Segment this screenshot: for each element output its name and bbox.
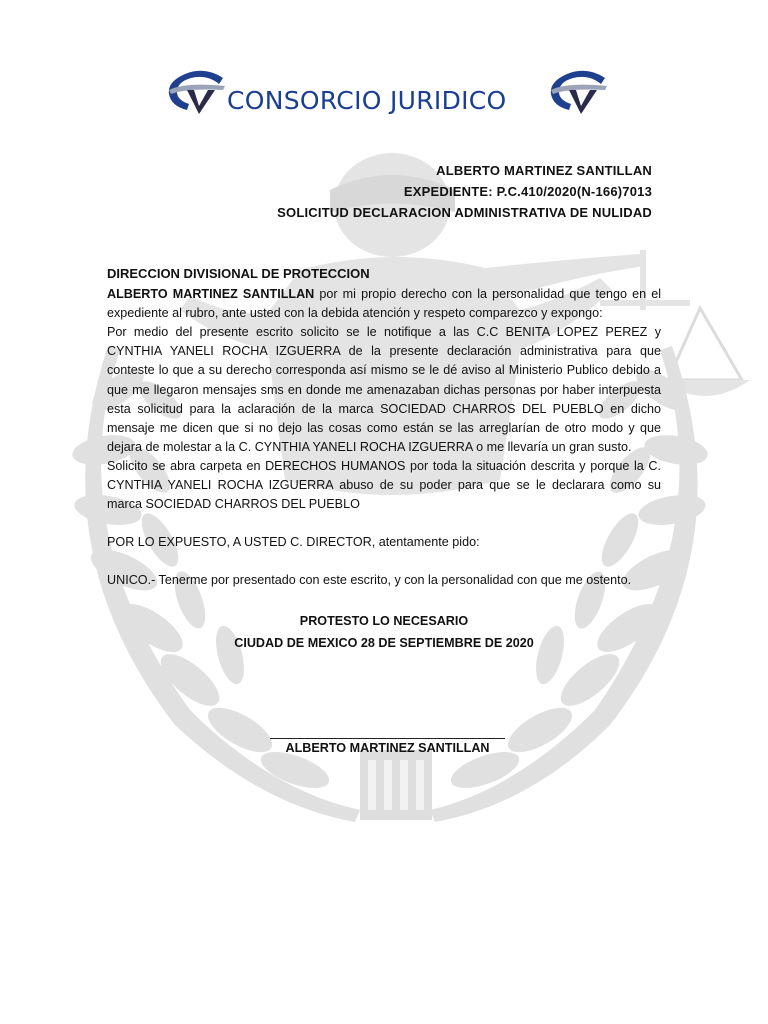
- header-name: ALBERTO MARTINEZ SANTILLAN: [436, 163, 652, 178]
- addressee: DIRECCION DIVISIONAL DE PROTECCION: [107, 266, 370, 281]
- brand-name: CONSORCIO JURIDICO: [227, 86, 507, 115]
- place-date-line: CIUDAD DE MEXICO 28 DE SEPTIEMBRE DE 2020: [234, 636, 534, 651]
- protesto-line: PROTESTO LO NECESARIO: [299, 614, 469, 629]
- cv-logo-icon: [547, 68, 609, 116]
- paragraph-human-rights: Solicito se abra carpeta en DERECHOS HUMANOS por toda la situación descrita y porque la C. CYNTHIA YANELI ROCHA IZGUERRA abuso de su poder para que se le declarara como su marca SOCIEDAD CHARROS DEL PUEBLO: [107, 458, 661, 512]
- paragraph-notification: Por medio del presente escrito solicito se le notifique a las C.C BENITA LOPEZ PEREZ y CYNTHIA YANELI ROCHA IZGUERRA de la presente declaración administrativa para que conteste lo que a su derecho corresponda así mismo se le dé aviso al Ministerio Publico debido a que me llegaron mensajes sms en donde me amenazaban dichas personas por haber interpuesta esta solicitud para la aclaración de la marca SOCIEDAD CHARROS DEL PUEBLO en dicho mensaje me dicen que si no dejo las cosas como están se las arreglarían de otro modo y que dejara de molestar a la C. CYNTHIA YANELI ROCHA IZGUERRA o me llevaría un gran susto.: [107, 325, 661, 454]
- signature-name: ALBERTO MARTINEZ SANTILLAN: [285, 741, 490, 755]
- signature-line: [270, 738, 505, 739]
- intro-paragraph: [107, 285, 661, 323]
- request-line: POR LO EXPUESTO, A USTED C. DIRECTOR, atentamente pido:: [107, 535, 480, 550]
- cv-logo-icon: [165, 68, 227, 116]
- intro-name: ALBERTO MARTINEZ SANTILLAN: [107, 287, 315, 302]
- letterhead: [165, 68, 615, 124]
- header-expediente: EXPEDIENTE: P.C.410/2020(N-166)7013: [403, 184, 652, 199]
- case-header: [277, 160, 652, 223]
- letter-body: [107, 264, 661, 654]
- intro-text: por mi propio derecho con la personalidad que tengo en el expediente al rubro, ante usted con la debida atención y respeto comparezco y expongo:: [107, 287, 661, 321]
- signature-block: [270, 738, 505, 755]
- unico-paragraph: UNICO.- Tenerme por presentado con este escrito, y con la personalidad con que me ostento.: [107, 573, 632, 588]
- header-subject: SOLICITUD DECLARACION ADMINISTRATIVA DE NULIDAD: [277, 205, 652, 220]
